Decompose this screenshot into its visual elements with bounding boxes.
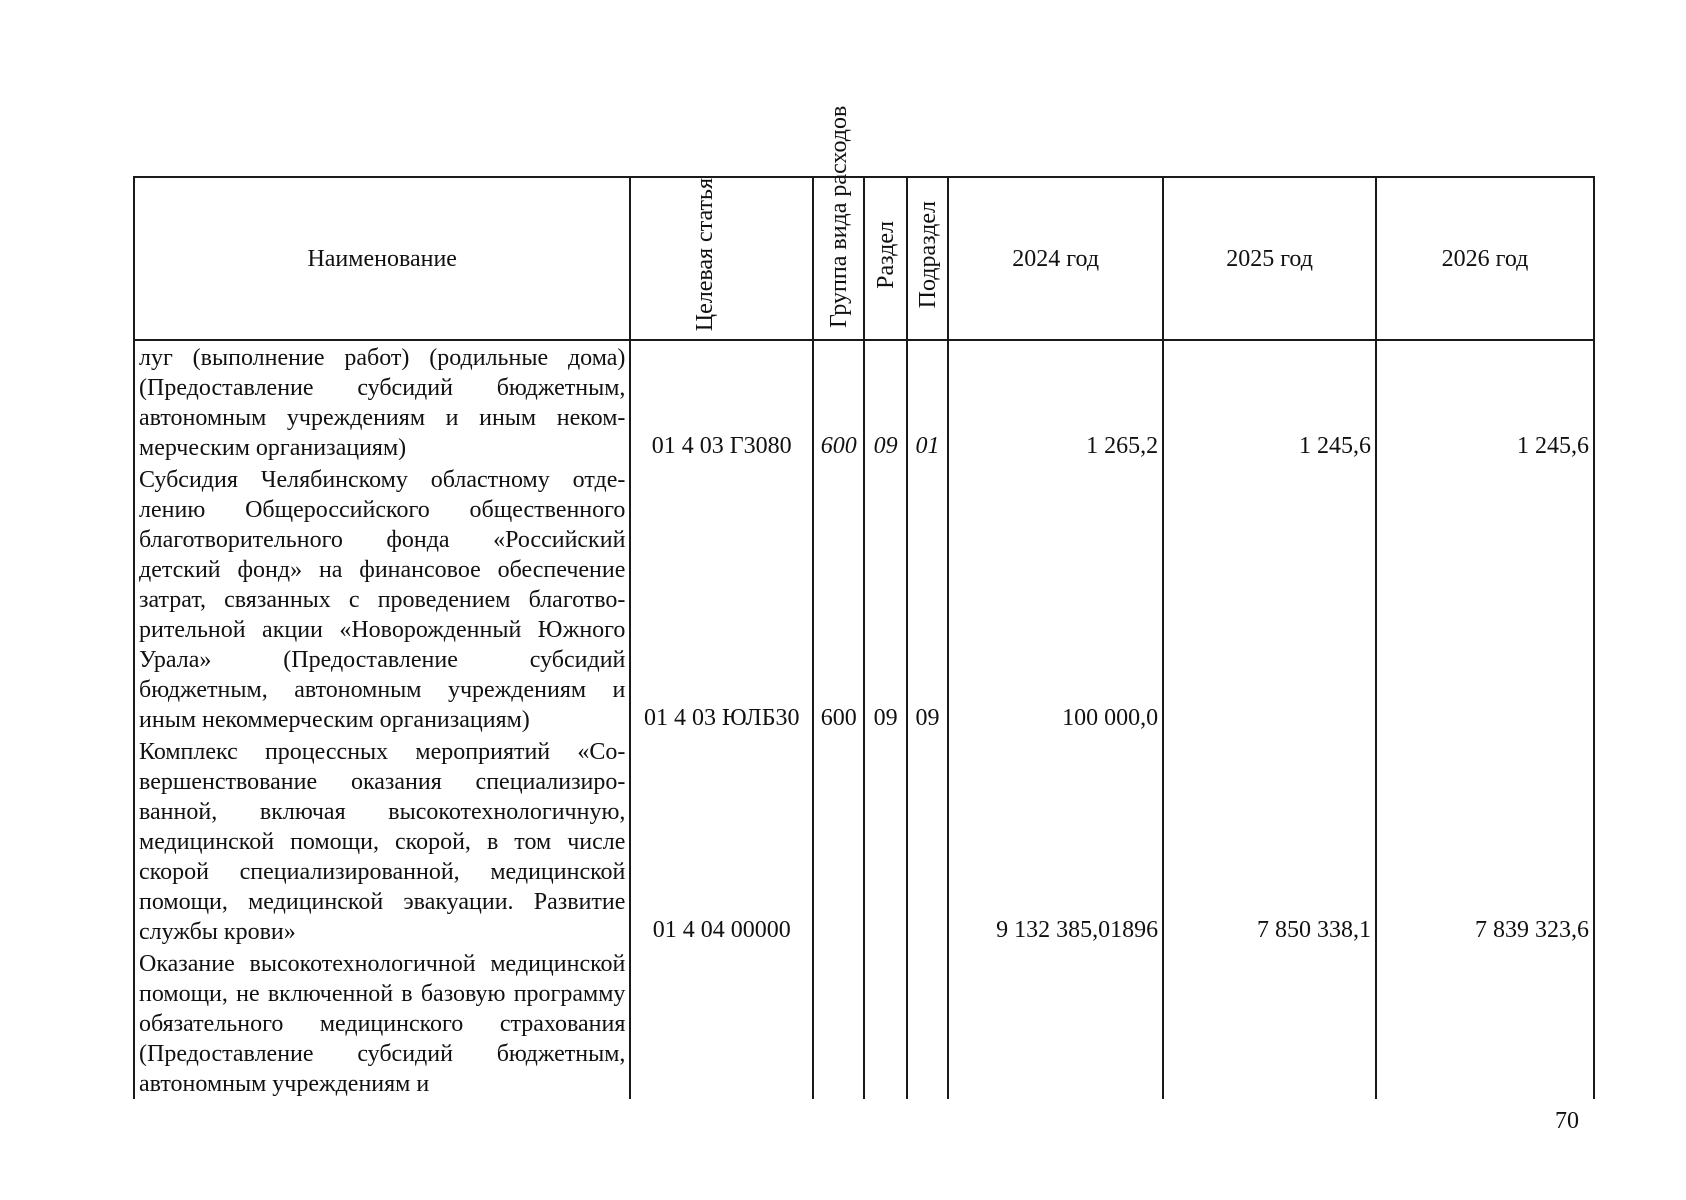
header-expense-group-label: Группа вида расходов bbox=[825, 105, 852, 328]
row-subsection: 09 bbox=[907, 463, 948, 735]
row-subsection: 01 bbox=[907, 340, 948, 463]
row-2026: 1 245,6 bbox=[1376, 340, 1594, 463]
budget-table bbox=[133, 105, 1595, 1099]
row-target-article: 01 4 03 ЮЛБ30 bbox=[630, 463, 813, 735]
row-2024: 100 000,0 bbox=[948, 463, 1163, 735]
header-2026-label: 2026 год bbox=[1441, 245, 1529, 272]
row-name: Комплекс процессных мероприятий «Совершенствование оказания специализированной, включая высокотехнологичную, медицинской помощи, скорой, в том числе скорой специализированной, медицинской помощи, медицинской эвакуации. Развитие службы крови» bbox=[134, 735, 630, 947]
header-2024-label: 2024 год bbox=[1012, 245, 1100, 272]
table-body bbox=[134, 340, 1594, 1099]
row-name: Субсидия Челябинскому областному отделению Общероссийского общественного благотворительного фонда «Российский детский фонд» на финансовое обеспечение затрат, связанных с проведением благотворительной акции «Новорожденный Южного Урала» (Предоставление субсидий бюджетным, автономным учреждениям и иным некоммерческим организациям) bbox=[134, 463, 630, 735]
table-row bbox=[134, 735, 1594, 947]
row-2024: 9 132 385,01896 bbox=[948, 735, 1163, 947]
header-2025 bbox=[1163, 177, 1376, 340]
row-name: Оказание высокотехнологичной медицинской помощи, не включенной в базовую программу обязательного медицинского страхования (Предоставление субсидий бюджетным, автономным учреждениям и bbox=[134, 947, 630, 1099]
table-row bbox=[134, 340, 1594, 463]
row-subsection bbox=[907, 947, 948, 1099]
row-2025: 1 245,6 bbox=[1163, 340, 1376, 463]
table-row bbox=[134, 463, 1594, 735]
header-expense-group bbox=[813, 105, 864, 340]
page-number: 70 bbox=[1555, 1108, 1579, 1134]
header-name bbox=[134, 177, 630, 340]
header-2026 bbox=[1376, 177, 1594, 340]
header-subsection bbox=[907, 177, 948, 340]
row-expense-group bbox=[813, 947, 864, 1099]
row-2024: 1 265,2 bbox=[948, 340, 1163, 463]
row-2026: 7 839 323,6 bbox=[1376, 735, 1594, 947]
row-expense-group bbox=[813, 735, 864, 947]
header-2024 bbox=[948, 177, 1163, 340]
row-2025 bbox=[1163, 947, 1376, 1099]
row-target-article: 01 4 03 Г3080 bbox=[630, 340, 813, 463]
row-2025: 7 850 338,1 bbox=[1163, 735, 1376, 947]
row-2026 bbox=[1376, 947, 1594, 1099]
row-2025 bbox=[1163, 463, 1376, 735]
row-target-article: 01 4 04 00000 bbox=[630, 735, 813, 947]
row-section: 09 bbox=[864, 463, 906, 735]
row-section bbox=[864, 947, 906, 1099]
row-name: луг (выполнение работ) (родильные дома) (Предоставление субсидий бюджетным, автономным учреждениям и иным некоммерческим организациям) bbox=[134, 340, 630, 463]
header-name-label: Наименование bbox=[307, 245, 457, 272]
row-target-article bbox=[630, 947, 813, 1099]
header-2025-label: 2025 год bbox=[1226, 245, 1313, 272]
row-2026 bbox=[1376, 463, 1594, 735]
header-subsection-label: Подраздел bbox=[914, 200, 941, 309]
header-section-label: Раздел bbox=[872, 220, 899, 289]
row-section: 09 bbox=[864, 340, 906, 463]
row-section bbox=[864, 735, 906, 947]
header-target-article bbox=[630, 177, 813, 340]
row-expense-group: 600 bbox=[813, 340, 864, 463]
header-section bbox=[864, 177, 906, 340]
header-target-article-label: Целевая статья bbox=[691, 178, 718, 332]
row-2024 bbox=[948, 947, 1163, 1099]
row-expense-group: 600 bbox=[813, 463, 864, 735]
table-row bbox=[134, 947, 1594, 1099]
row-subsection bbox=[907, 735, 948, 947]
table-header bbox=[134, 105, 1594, 340]
